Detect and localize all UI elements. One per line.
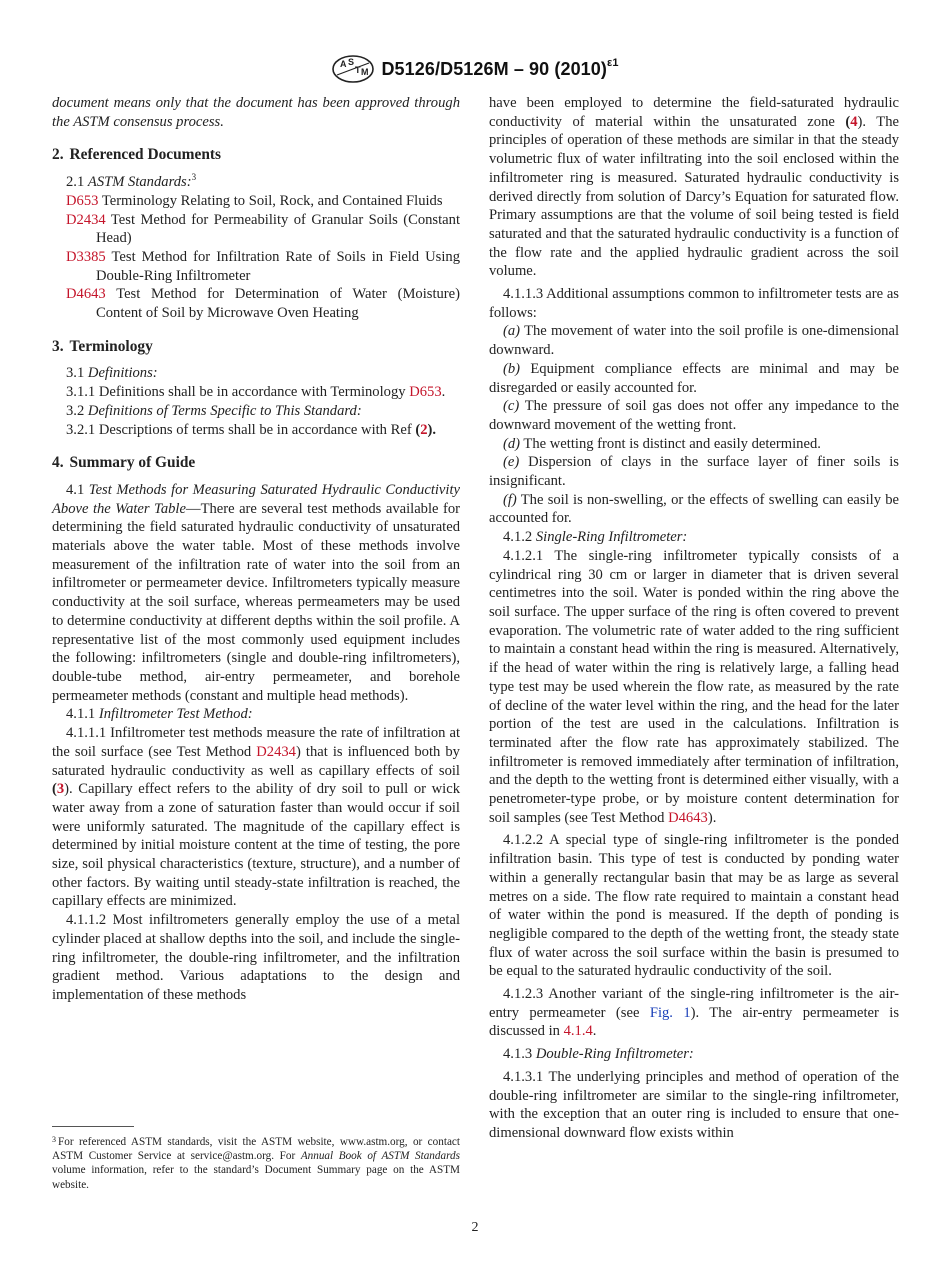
link-d2434-inline[interactable]: D2434 xyxy=(256,743,296,760)
section-4-heading: 4. Summary of Guide xyxy=(52,454,196,472)
astm-logo-icon xyxy=(331,54,375,84)
reference-d2434: D2434 Test Method for Permeability of Granular Soils (Constant Head) xyxy=(66,211,460,247)
reference-d653: D653 Terminology Relating to Soil, Rock, and Contained Fluids xyxy=(66,192,443,209)
svg-text:A: A xyxy=(340,59,347,69)
section-4-1: 4.1 Test Methods for Measuring Saturated Hydraulic Conductivity Above the Water Table—There are several test methods available for determining the field saturated hydraulic conductivity of unsaturated materials above the water table. Most of these methods involve measurement of the infiltration rate of water into the soil from an infiltrometer or permeameter device. Infiltrometers typically measure conductivity at the soil surface, whereas permeameters may be used to determine conductivity at different depths within the soil profile. A representative list of the most commonly used equipment includes the following: infiltrometers (single and double-ring infiltrometers), double-tube method, air-entry permeameter, and borehole permeameter methods (constant and multiple head methods). xyxy=(52,481,460,704)
link-section-4-1-4[interactable]: 4.1.4 xyxy=(563,1023,593,1040)
link-d653-terminology[interactable]: D653 xyxy=(409,384,442,401)
footnote-divider xyxy=(52,1126,134,1127)
link-fig-1[interactable]: Fig. 1 xyxy=(649,1004,691,1021)
section-3-2: 3.2 Definitions of Terms Specific to This Standard: xyxy=(66,402,362,419)
right-column xyxy=(489,94,899,1143)
section-3-2-1: 3.2.1 Descriptions of terms shall be in accordance with Ref (2). xyxy=(66,421,437,438)
document-designation: D5126/D5126M – 90 $(2010)^{\varepsilon 1}$ xyxy=(381,56,619,79)
section-4-1-1-3: 4.1.1.3 Additional assumptions common to infiltrometer tests are as follows: xyxy=(489,286,899,321)
page-header xyxy=(0,52,950,86)
section-4-1-1: 4.1.1 Infiltrometer Test Method: xyxy=(66,706,253,723)
section-4-1-1-2: 4.1.1.2 Most infiltrometers generally employ the use of a metal cylinder placed at shallow depths into the soil, and include the single-ring infiltrometer, the double-ring infiltrometer, and the infiltration gradient method. Various adaptations to the design and implementation of these methods xyxy=(52,912,460,1003)
section-4-1-3: 4.1.3 Double-Ring Infiltrometer: xyxy=(503,1046,694,1063)
ref-3-link[interactable]: 3 xyxy=(56,781,65,798)
link-d4643[interactable]: D4643 xyxy=(66,286,106,303)
svg-text:M: M xyxy=(361,67,369,77)
section-4-1-2-3: 4.1.2.3 Another variant of the single-ring infiltrometer is the air-entry permeameter (see Fig. 1). The air-entry permeameter is discussed in 4.1.4. xyxy=(489,986,899,1040)
link-d653[interactable]: D653 xyxy=(66,192,99,209)
ref-2-link[interactable]: 2 xyxy=(420,421,428,438)
ref-4-link[interactable]: 4 xyxy=(850,113,858,130)
svg-text:T: T xyxy=(355,65,361,75)
section-4-1-2: 4.1.2 Single-Ring Infiltrometer: xyxy=(503,529,688,546)
section-3-1-1: 3.1.1 Definitions shall be in accordance with Terminology D653. xyxy=(66,384,446,401)
footnote-3: $^3$ For referenced ASTM standards, visit the ASTM website, www.astm.org, or contact ASTM Customer Service at service@astm.org. For Annual Book of ASTM Standards volume information, refer to the standard’s Document Summary page on the ASTM website. xyxy=(52,1135,460,1191)
reference-d4643: D4643 Test Method for Determination of Water (Moisture) Content of Soil by Microwave Oven Heating xyxy=(66,286,460,322)
assumption-f: (f) The soil is non-swelling, or the effects of swelling can easily be accounted for. xyxy=(489,491,900,527)
left-column xyxy=(52,94,460,1005)
section-4-1-2-1: 4.1.2.1 The single-ring infiltrometer typically consists of a cylindrical ring 30 cm or larger in diameter that is driven several centimetres into the soil. Water is ponded within the ring above the soil surface. The upper surface of the ring is often covered to prevent evaporation. The volumetric rate of water added to the ring sufficient to maintain a constant head within the ring is measured. Alternatively, if the head of water within the ring is relatively large, a falling head type test may be used wherein the flow rate, as measured by the rate of decline of the water level within the ring, and the head for the later portion of the test are used in the calculations. Infiltration is terminated after the flow rate has approximately stabilized. The infiltrometer is removed immediately after termination of infiltration, and the depth to the wetting front is determined either visually, with a penetrometer-type probe, or by moisture content determination for soil samples (see Test Method D4643). xyxy=(489,547,899,826)
assumption-a: (a) The movement of water into the soil profile is one-dimensional downward. xyxy=(489,323,899,359)
link-d2434[interactable]: D2434 xyxy=(66,211,106,228)
assumption-e: (e) Dispersion of clays in the surface layer of finer soils is insignificant. xyxy=(489,454,899,490)
section-4-1-3-1: 4.1.3.1 The underlying principles and method of operation of the double-ring infiltrometer are similar to the single-ring infiltrometer, with the exception that an outer ring is included to ensure that one-dimensional downward flow exists within xyxy=(489,1068,899,1141)
section-3-heading: 3. Terminology xyxy=(52,337,153,355)
link-d4643-inline[interactable]: D4643 xyxy=(668,809,708,826)
svg-text:S: S xyxy=(348,57,355,67)
page-number: 2 xyxy=(471,1220,479,1235)
assumption-d: (d) The wetting front is distinct and easily determined. xyxy=(503,435,821,452)
assumption-b: (b) Equipment compliance effects are minimal and may be disregarded or easily accounted for. xyxy=(489,360,899,396)
section-2-heading: 2. Referenced Documents xyxy=(52,146,221,164)
section-3-1: 3.1 Definitions: xyxy=(66,365,158,382)
section-4-1-2-2: 4.1.2.2 A special type of single-ring infiltrometer is the ponded infiltration basin. This type of test is conducted by ponding water within a generally rectangular basin that may be as large as several metres on a side. The flow rate required to maintain a constant head of water within the pond is measured. If the depth of ponding is negligible compared to the depth of the wetting front, the steady state flux of water across the soil surface within the basin is presumed to be equal to the saturated hydraulic conductivity of the soil. xyxy=(489,832,899,980)
reference-d3385: D3385 Test Method for Infiltration Rate of Soils in Field Using Double-Ring Infiltrometer xyxy=(66,248,461,284)
assumption-c: (c) The pressure of soil gas does not offer any impedance to the downward movement of the wetting front. xyxy=(489,398,899,433)
link-d3385[interactable]: D3385 xyxy=(66,248,106,265)
continued-paragraph: have been employed to determine the field-saturated hydraulic conductivity of material within the unsaturated zone (4). The principles of operation of these methods are similar in that the steady volumetric flux of water infiltrating into the soil enclosed within the infiltrometer ring is measured. Saturated hydraulic conductivity is derived directly from solution of Darcy’s Equation for saturated flow. Primary assumptions are that the volume of soil being tested is field saturated and that the saturated hydraulic conductivity is a function of the flow rate and the applied hydraulic gradient across the soil volume. xyxy=(489,95,899,280)
section-2-1: 2.1 ASTM Standards:$^3$ xyxy=(66,172,197,191)
section-4-1-1-1: 4.1.1.1 Infiltrometer test methods measure the rate of infiltration at the soil surface (see Test Method D2434) that is influenced both by saturated hydraulic conductivity as well as capillary effects of soil (3). Capillary effect refers to the ability of dry soil to pull or wick water away from a zone of saturation faster than would occur if soil were uniformly saturated. The magnitude of the capillary effect is determined by initial moisture content at the time of testing, the pore size, soil physical characteristics (texture, structure), and a number of other factors. By waiting until steady-state infiltration is reached, the capillary effects are minimized. xyxy=(52,725,460,910)
intro-paragraph: document means only that the document has been approved through the ASTM consensus process. xyxy=(52,95,460,130)
